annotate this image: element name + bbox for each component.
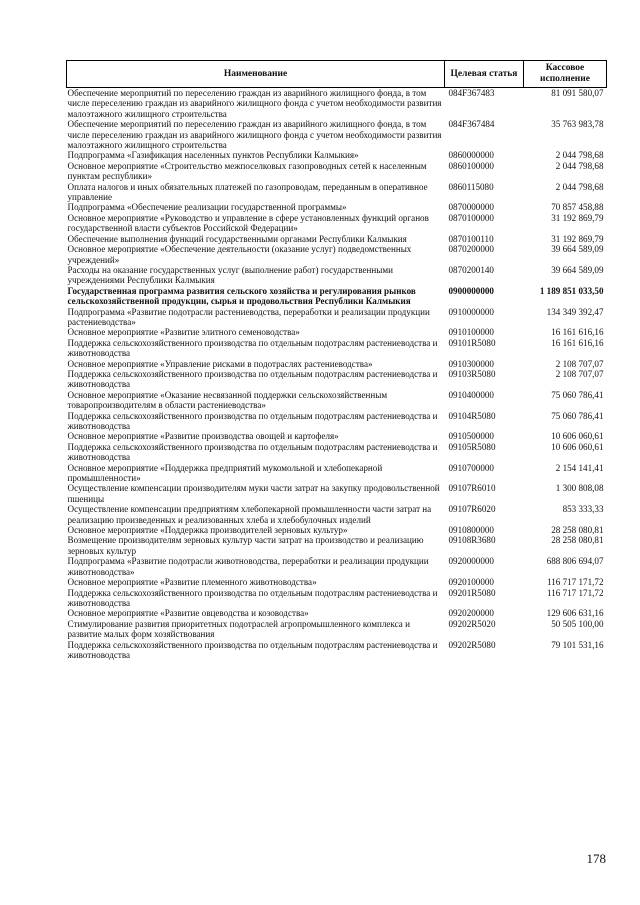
table-row — [67, 556, 607, 577]
table-row — [67, 535, 607, 556]
row-code-cell: 0870000000 — [448, 202, 494, 213]
row-code-cell: 0920000000 — [448, 556, 494, 567]
table-row — [67, 431, 607, 441]
table-row — [67, 504, 607, 525]
table-row — [67, 88, 607, 120]
table-body — [67, 88, 607, 661]
row-code-cell: 0910000000 — [448, 306, 494, 317]
row-name-cell: Основное мероприятие «Оказание несвязанной поддержки сельскохозяйственным товаропроизводителям в области растениеводства» — [67, 389, 388, 411]
row-name-cell: Основное мероприятие «Обеспечение деятельности (оказание услуг) подведомственных учреждений» — [67, 244, 412, 265]
row-code-cell: 0910700000 — [448, 462, 494, 473]
budget-table-page — [66, 60, 606, 660]
table-row — [67, 463, 607, 484]
table-row — [67, 244, 607, 265]
table-row — [67, 442, 607, 463]
budget-table — [66, 60, 607, 660]
row-amount-cell: 39 664 589,09 — [551, 264, 604, 275]
row-name-cell: Обеспечение мероприятий по переселению граждан из аварийного жилищного фонда, в том числе переселению граждан из аварийного жилищного фонда с учетом необходимости развития малоэтажного жилищного строительства — [67, 88, 442, 119]
row-name-cell: Стимулирование развития приоритетных подотраслей агропромышленного комплекса и развитие малых форм хозяйствования — [67, 618, 410, 640]
row-name-cell: Подпрограмма «Развитие подотрасли животноводства, переработки и реализации продукции животноводства» — [67, 556, 429, 577]
row-amount-cell: 116 717 171,72 — [547, 587, 604, 598]
row-name-cell: Обеспечение мероприятий по переселению граждан из аварийного жилищного фонда, в том числе переселению граждан из аварийного жилищного фонда с учетом необходимости развития малоэтажного жилищного строительства — [67, 119, 442, 151]
table-row — [67, 327, 607, 337]
row-name-cell: Поддержка сельскохозяйственного производства по отдельным подотраслям растениеводства и животноводства — [67, 368, 438, 390]
row-code-cell: 0860100000 — [448, 160, 494, 171]
row-code-cell: 09108R3680 — [448, 535, 496, 546]
row-name-cell: Основное мероприятие «Управление рисками в подотраслях растениеводства» — [67, 358, 373, 369]
row-amount-cell: 31 192 869,79 — [551, 233, 604, 244]
table-row — [67, 390, 607, 411]
row-name-cell: Расходы на оказание государственных услуг (выполнение работ) государственными учреждениями Республики Калмыкия — [67, 264, 393, 286]
table-row — [67, 338, 607, 359]
row-amount-cell: 134 349 392,47 — [546, 306, 604, 317]
row-amount-cell: 81 091 580,07 — [551, 88, 604, 98]
row-amount-cell: 28 258 080,81 — [551, 535, 604, 546]
row-name-cell: Государственная программа развития сельского хозяйства и регулирования рынков сельскохозяйственной продукции, сырья и продовольствия Республики Калмыкия — [67, 285, 416, 307]
table-row — [67, 150, 607, 160]
row-amount-cell: 853 333,33 — [562, 504, 604, 515]
row-code-cell: 09107R6020 — [448, 504, 496, 515]
table-row — [67, 182, 607, 203]
row-code-cell: 09105R5080 — [448, 441, 496, 452]
row-name-cell: Осуществление компенсации производителям муки части затрат на закупку продовольственной пшеницы — [67, 483, 440, 504]
table-row — [67, 161, 607, 182]
row-amount-cell: 16 161 616,16 — [551, 327, 604, 338]
row-code-cell: 0870100110 — [448, 233, 494, 244]
page-number: 178 — [586, 851, 606, 866]
row-name-cell: Основное мероприятие «Поддержка предприятий мукомольной и хлебопекарной промышленности» — [67, 462, 383, 484]
row-name-cell: Поддержка сельскохозяйственного производства по отдельным подотраслям растениеводства и животноводства — [67, 410, 438, 431]
row-amount-cell: 75 060 786,41 — [551, 389, 604, 400]
row-amount-cell: 1 189 851 033,50 — [539, 285, 604, 296]
row-code-cell: 0920200000 — [448, 608, 494, 619]
table-row — [67, 369, 607, 390]
row-code-cell: 09202R5020 — [448, 618, 496, 629]
row-code-cell: 084F367484 — [448, 119, 495, 130]
row-amount-cell: 2 044 798,68 — [555, 181, 604, 192]
table-row — [67, 359, 607, 369]
table-row — [67, 213, 607, 234]
row-code-cell: 0900000000 — [448, 285, 494, 296]
header-code: Целевая статья — [445, 61, 524, 88]
row-amount-cell: 2 044 798,68 — [555, 150, 604, 161]
row-name-cell: Поддержка сельскохозяйственного производства по отдельным подотраслям растениеводства и животноводства — [67, 639, 438, 660]
row-amount-cell: 116 717 171,72 — [547, 577, 604, 588]
row-name-cell: Поддержка сельскохозяйственного производства по отдельным подотраслям растениеводства и животноводства — [67, 337, 438, 359]
row-code-cell: 0860000000 — [448, 150, 494, 161]
row-name-cell: Оплата налогов и иных обязательных платежей по газопроводам, переданным в оперативное управление — [67, 181, 428, 203]
row-amount-cell: 39 664 589,09 — [551, 244, 604, 255]
row-code-cell: 084F367483 — [448, 88, 495, 98]
row-code-cell: 0870100000 — [448, 212, 494, 223]
row-code-cell: 0910100000 — [448, 327, 494, 338]
table-row — [67, 411, 607, 432]
row-code-cell: 09107R6010 — [448, 483, 496, 494]
table-row — [67, 608, 607, 618]
row-name-cell: Подпрограмма «Газификация населенных пунктов Республики Калмыкия» — [67, 150, 359, 161]
row-code-cell: 0860115080 — [448, 181, 494, 192]
row-amount-cell: 10 606 060,61 — [551, 441, 604, 452]
table-header-row — [67, 61, 607, 88]
table-row — [67, 234, 607, 244]
row-name-cell: Основное мероприятие «Развитие племенного животноводства» — [67, 577, 317, 588]
row-name-cell: Обеспечение выполнения функций государственными органами Республики Калмыкия — [67, 233, 407, 244]
table-row — [67, 588, 607, 609]
row-code-cell: 09103R5080 — [448, 368, 496, 379]
row-amount-cell: 688 806 694,07 — [546, 556, 604, 567]
row-amount-cell: 35 763 983,78 — [551, 119, 604, 130]
row-name-cell: Основное мероприятие «Строительство межпоселковых газопроводных сетей к населенным пунктам республики» — [67, 160, 427, 182]
row-code-cell: 0910400000 — [448, 389, 494, 400]
row-amount-cell: 16 161 616,16 — [551, 337, 604, 348]
row-amount-cell: 2 154 141,41 — [555, 462, 604, 473]
row-amount-cell: 1 300 808,08 — [555, 483, 604, 494]
row-amount-cell: 50 505 100,00 — [551, 618, 604, 629]
table-row — [67, 202, 607, 212]
row-code-cell: 0870200140 — [448, 264, 494, 275]
row-name-cell: Основное мероприятие «Развитие овцеводства и козоводства» — [67, 608, 309, 619]
row-name-cell: Подпрограмма «Обеспечение реализации государственной программы» — [67, 202, 347, 213]
row-code-cell: 0910500000 — [448, 431, 494, 442]
row-name-cell: Подпрограмма «Развитие подотрасли растениеводства, переработки и реализации продукции растениеводства» — [67, 306, 430, 327]
row-name-cell: Возмещение производителям зерновых культур части затрат на производство и реализацию зерновых культур — [67, 535, 424, 556]
header-amount: Кассовое исполнение — [524, 61, 607, 88]
table-row — [67, 577, 607, 587]
row-code-cell: 09104R5080 — [448, 410, 496, 421]
row-code-cell: 0910800000 — [448, 525, 494, 536]
row-name-cell: Основное мероприятие «Руководство и управление в сфере установленных функций органов государственной власти субъектов Российской Федерации» — [67, 212, 429, 234]
table-row — [67, 640, 607, 661]
row-code-cell: 0920100000 — [448, 577, 494, 588]
row-amount-cell: 70 857 458,88 — [551, 202, 604, 213]
row-amount-cell: 2 108 707,07 — [555, 358, 604, 369]
row-amount-cell: 31 192 869,79 — [551, 212, 604, 223]
table-row — [67, 286, 607, 307]
row-name-cell: Основное мероприятие «Развитие производства овощей и картофеля» — [67, 431, 339, 442]
row-name-cell: Поддержка сельскохозяйственного производства по отдельным подотраслям растениеводства и животноводства — [67, 587, 438, 608]
row-amount-cell: 28 258 080,81 — [551, 525, 604, 536]
row-code-cell: 09101R5080 — [448, 337, 496, 348]
row-name-cell: Основное мероприятие «Поддержка производителей зерновых культур» — [67, 525, 348, 536]
row-code-cell: 0910300000 — [448, 358, 494, 369]
table-row — [67, 619, 607, 640]
row-amount-cell: 79 101 531,16 — [551, 639, 604, 650]
table-row — [67, 119, 607, 150]
row-name-cell: Поддержка сельскохозяйственного производства по отдельным подотраслям растениеводства и животноводства — [67, 441, 438, 463]
table-row — [67, 307, 607, 328]
row-amount-cell: 10 606 060,61 — [551, 431, 604, 442]
header-name: Наименование — [67, 61, 445, 88]
table-row — [67, 483, 607, 504]
row-code-cell: 09201R5080 — [448, 587, 496, 598]
row-amount-cell: 75 060 786,41 — [551, 410, 604, 421]
table-row — [67, 265, 607, 286]
row-code-cell: 09202R5080 — [448, 639, 496, 650]
row-name-cell: Основное мероприятие «Развитие элитного семеноводства» — [67, 327, 300, 338]
row-amount-cell: 2 044 798,68 — [555, 160, 604, 171]
row-amount-cell: 129 606 631,16 — [546, 608, 604, 619]
row-code-cell: 0870200000 — [448, 244, 494, 255]
row-amount-cell: 2 108 707,07 — [555, 368, 604, 379]
table-row — [67, 525, 607, 535]
row-name-cell: Осуществление компенсации предприятиям хлебопекарной промышленности части затрат на реализацию произведенных и реализованных хлеба и хлебобулочных изделий — [67, 504, 432, 525]
